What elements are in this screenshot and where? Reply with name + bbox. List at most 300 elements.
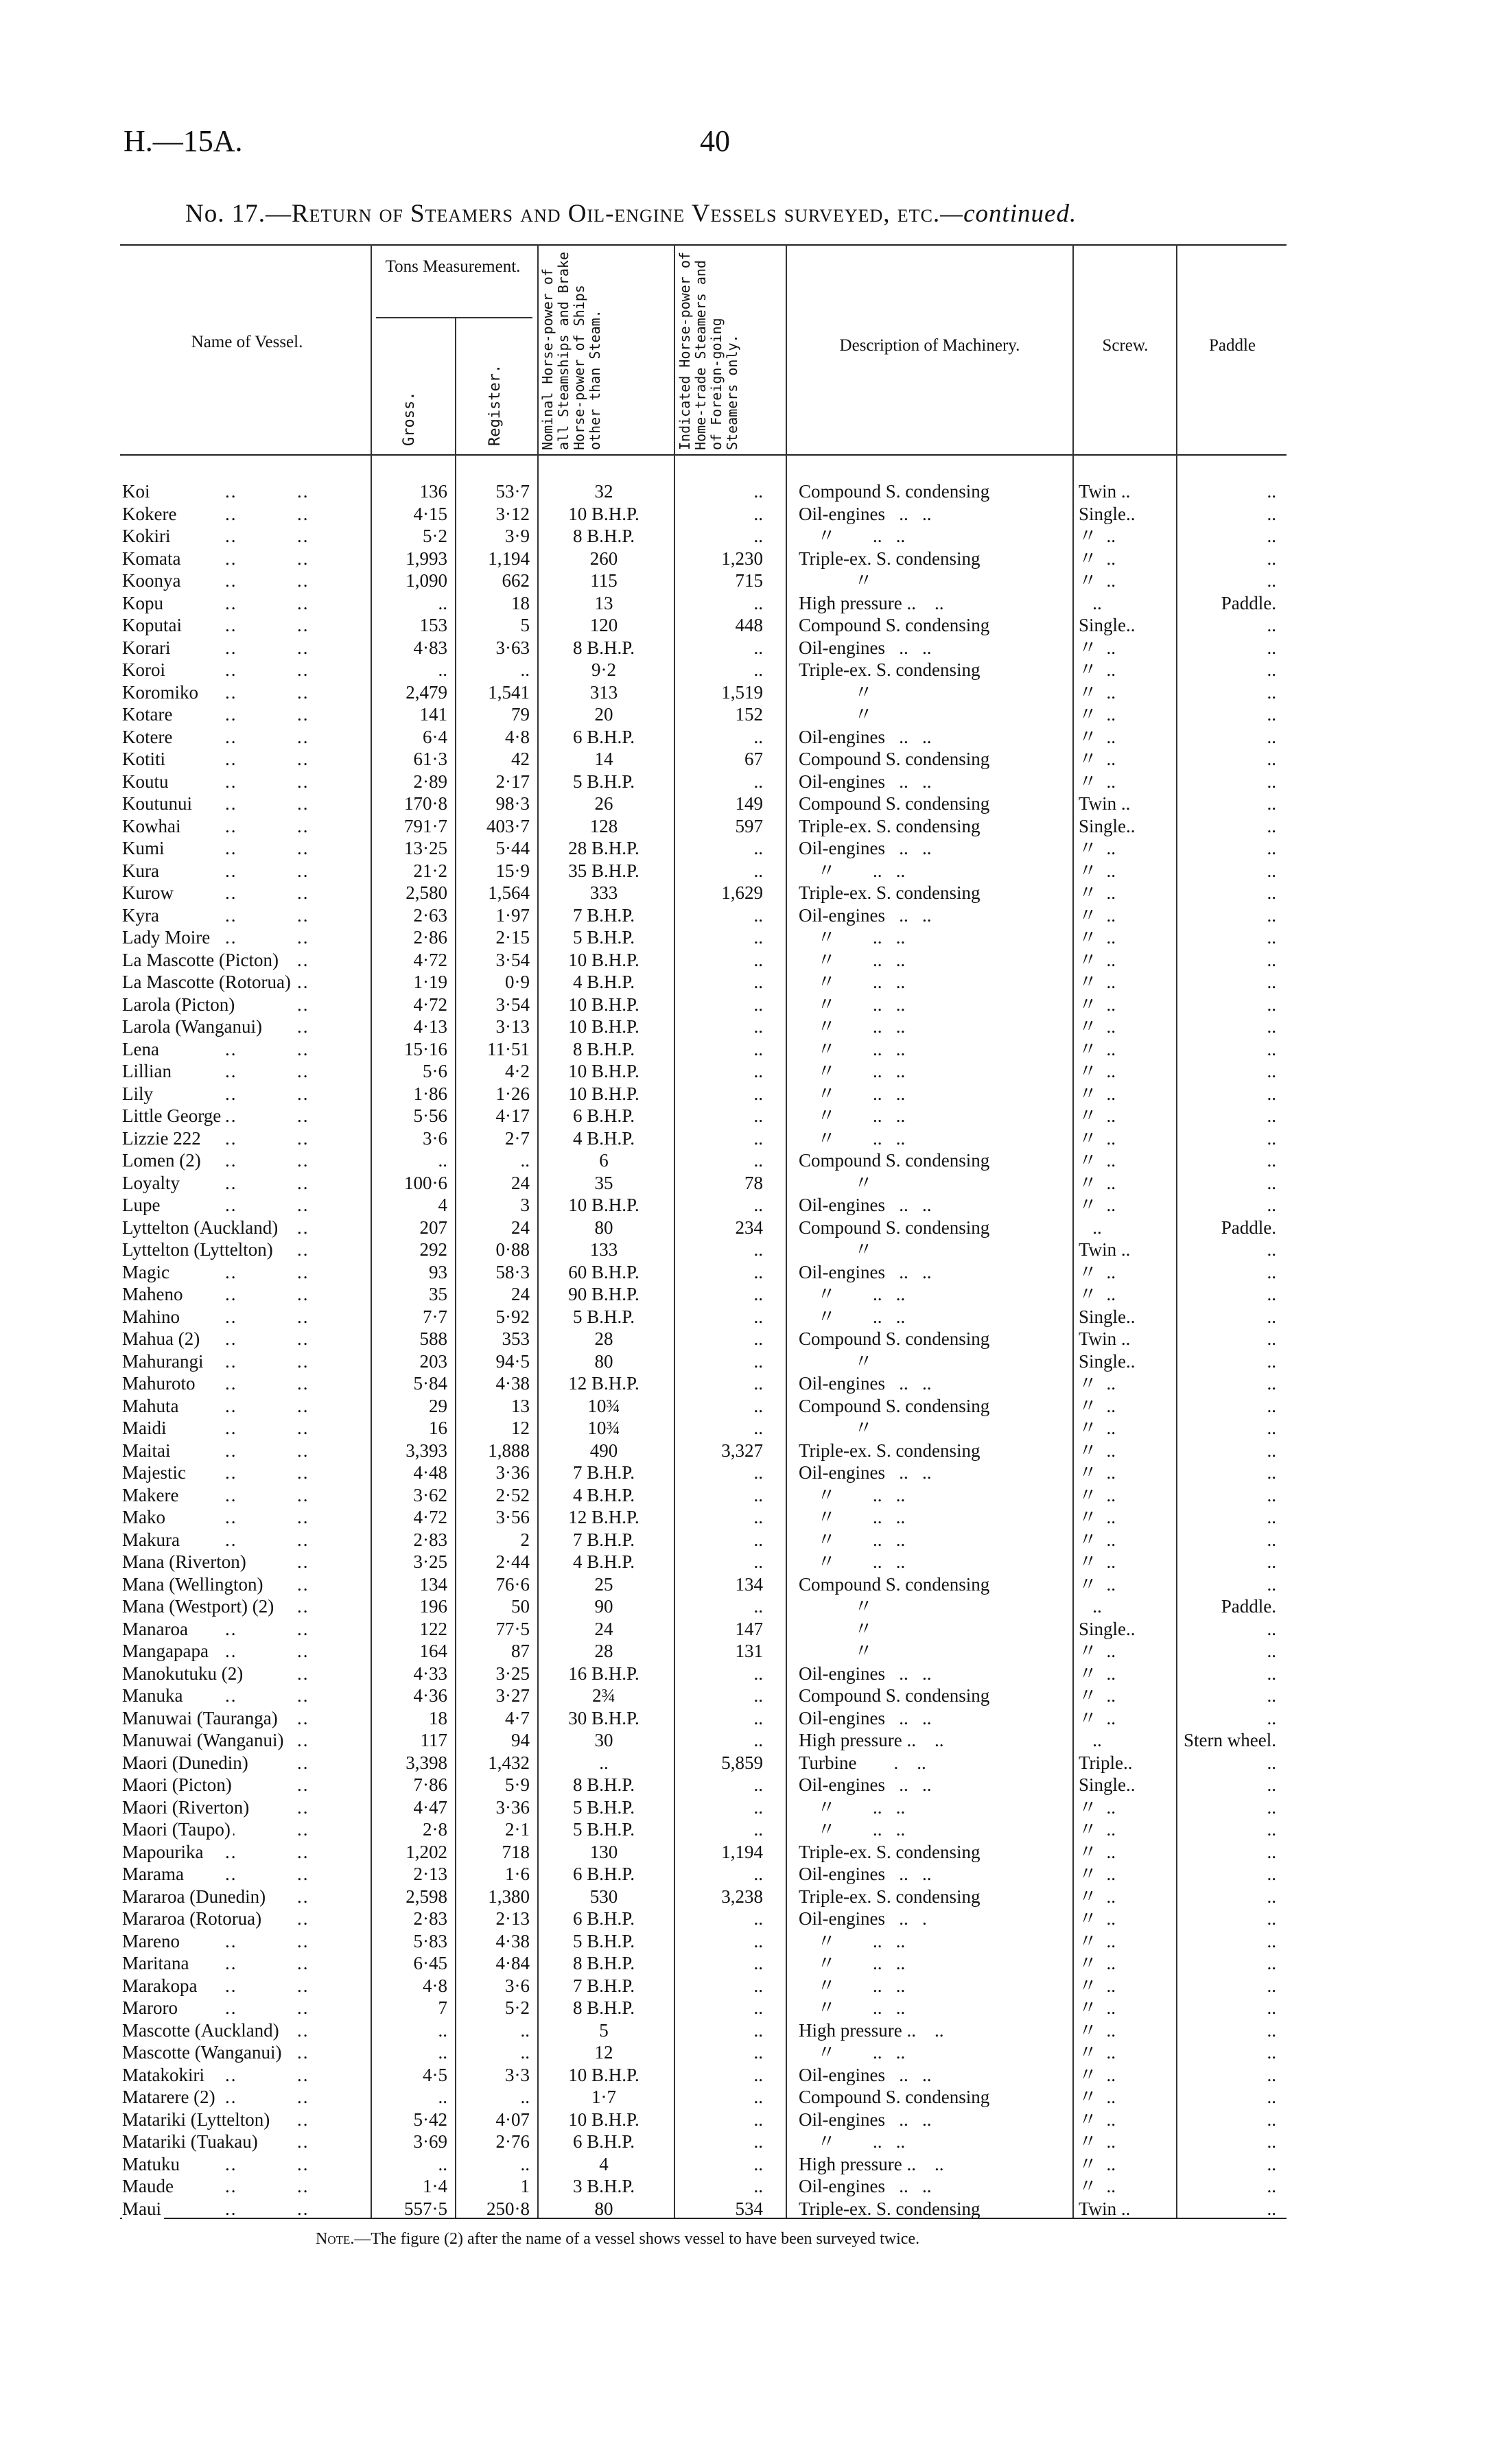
paddle-type: ..: [1267, 1195, 1276, 1215]
indicated-horse-power: ..: [753, 1328, 763, 1349]
machinery-description: 〃: [799, 704, 873, 725]
machinery-description: Oil-engines .. .: [799, 1908, 927, 1929]
vessel-name: [122, 793, 371, 815]
paddle-type: ..: [1267, 1328, 1276, 1349]
vessel-name-text: Matariki (Tuakau): [122, 2131, 261, 2152]
vessel-name: [122, 1462, 371, 1484]
gross-tonnage: 292: [419, 1239, 447, 1260]
nominal-horse-power: 2¾: [592, 1685, 615, 1706]
gross-tonnage: 2,598: [406, 1886, 447, 1907]
indicated-horse-power: 5,859: [721, 1752, 763, 1773]
gross-tonnage: 1·4: [423, 2176, 447, 2196]
indicated-horse-power: ..: [753, 1975, 763, 1996]
vessel-name: [122, 1930, 371, 1953]
vessel-name: [122, 748, 371, 771]
gross-tonnage: 4·48: [413, 1462, 447, 1483]
paddle-type: ..: [1267, 1105, 1276, 1126]
paddle-type: ..: [1267, 1997, 1276, 2018]
screw-type: Single..: [1079, 1774, 1136, 1795]
table-row: [122, 1975, 1289, 1997]
machinery-description: Compound S. condensing: [799, 1395, 990, 1416]
paddle-type: ..: [1267, 1908, 1276, 1929]
vessel-name: [122, 1484, 371, 1507]
register-tonnage: 50: [511, 1596, 530, 1617]
screw-type: 〃 ..: [1079, 1284, 1116, 1304]
gross-tonnage: 1,090: [406, 570, 447, 591]
vessel-name-text: Maori (Picton): [122, 1774, 235, 1795]
machinery-description: Oil-engines .. ..: [799, 503, 932, 524]
table-row: [122, 681, 1289, 704]
footnote: [316, 2230, 919, 2249]
table-row: [122, 1752, 1289, 1774]
machinery-description: Compound S. condensing: [799, 1328, 990, 1349]
machinery-description: 〃 .. ..: [799, 972, 906, 992]
machinery-description: High pressure .. ..: [799, 2019, 944, 2041]
register-tonnage: 11·51: [487, 1038, 530, 1059]
paddle-type: ..: [1267, 2064, 1276, 2085]
paddle-type: ..: [1267, 1462, 1276, 1483]
screw-type: 〃 ..: [1079, 1172, 1116, 1193]
vessel-name: [122, 1172, 371, 1195]
vessel-name: [122, 949, 371, 972]
vessel-name-text: Kyra: [122, 905, 162, 926]
vessel-name-text: Kotiti: [122, 749, 168, 769]
register-tonnage: 662: [502, 570, 530, 591]
machinery-description: Triple-ex. S. condensing: [799, 1440, 981, 1461]
table-row: [122, 1105, 1289, 1127]
machinery-description: 〃 .. ..: [799, 1551, 906, 1572]
screw-type: Twin ..: [1079, 1239, 1131, 1260]
paddle-type: ..: [1267, 1529, 1276, 1550]
header-tons-measurement: Tons Measurement.: [385, 257, 521, 276]
gross-tonnage: 4·83: [413, 637, 447, 658]
indicated-horse-power: ..: [753, 1529, 763, 1550]
register-tonnage: 24: [511, 1172, 530, 1193]
table-row: [122, 614, 1289, 637]
machinery-description: 〃 .. ..: [799, 2131, 906, 2152]
register-tonnage: 0·9: [505, 972, 530, 992]
vessel-name-text: Maui: [122, 2198, 164, 2219]
paddle-type: ..: [1267, 2131, 1276, 2152]
vessel-name: [122, 1395, 371, 1418]
table-row: [122, 2131, 1289, 2153]
paddle-type: ..: [1267, 1373, 1276, 1394]
vessel-name: [122, 837, 371, 860]
screw-type: 〃 ..: [1079, 949, 1116, 970]
gross-tonnage: 2,479: [406, 681, 447, 703]
paddle-type: ..: [1267, 2176, 1276, 2196]
table-row: [122, 503, 1289, 526]
nominal-horse-power: 120: [589, 615, 618, 635]
screw-type: Twin ..: [1079, 2198, 1131, 2219]
vessel-name: [122, 570, 371, 592]
header-register: Register.: [486, 364, 504, 446]
register-tonnage: 76·6: [495, 1573, 530, 1595]
screw-type: 〃 ..: [1079, 1127, 1116, 1149]
nominal-horse-power: 7 B.H.P.: [572, 904, 635, 926]
indicated-horse-power: 147: [735, 1618, 763, 1639]
nominal-horse-power: 10 B.H.P.: [568, 1195, 639, 1215]
vessel-name-text: Manokutuku (2): [122, 1663, 246, 1684]
table-row: [122, 1997, 1289, 2019]
vessel-name-text: Lily: [122, 1083, 156, 1104]
vessel-name: [122, 1841, 371, 1864]
nominal-horse-power: 90 B.H.P.: [568, 1284, 639, 1304]
table-row: [122, 637, 1289, 659]
screw-type: 〃 ..: [1079, 1529, 1116, 1550]
table-row: [122, 1551, 1289, 1573]
nominal-horse-power: 6 B.H.P.: [572, 2131, 635, 2152]
vessel-name: [122, 1194, 371, 1217]
nominal-horse-power: 10 B.H.P.: [568, 2109, 639, 2130]
vessel-name-text: Makura: [122, 1529, 183, 1550]
vessel-name: [122, 1752, 371, 1774]
register-tonnage: 2·15: [495, 927, 530, 948]
vessel-name-text: Mahuroto: [122, 1373, 198, 1394]
machinery-description: Triple-ex. S. condensing: [799, 548, 981, 569]
table-row: [122, 994, 1289, 1016]
indicated-horse-power: ..: [753, 1016, 763, 1037]
indicated-horse-power: ..: [753, 1484, 763, 1505]
screw-type: 〃 ..: [1079, 904, 1116, 926]
table-row: [122, 882, 1289, 904]
nominal-horse-power: 60 B.H.P.: [568, 1261, 639, 1282]
gross-tonnage: 2·63: [413, 904, 447, 926]
paddle-type: ..: [1267, 1239, 1276, 1260]
indicated-horse-power: 715: [735, 570, 763, 591]
table-row: [122, 1663, 1289, 1685]
gross-tonnage: 4·15: [413, 503, 447, 524]
register-tonnage: ..: [520, 2153, 530, 2174]
table-row: [122, 1283, 1289, 1306]
machinery-description: High pressure .. ..: [799, 1730, 944, 1750]
machinery-description: 〃 .. ..: [799, 1105, 906, 1126]
machinery-description: Compound S. condensing: [799, 1573, 990, 1595]
machinery-description: Oil-engines .. ..: [799, 1774, 932, 1795]
nominal-horse-power: 10¾: [587, 1418, 620, 1438]
vessel-name: [122, 1595, 371, 1618]
screw-type: 〃 ..: [1079, 1864, 1116, 1884]
gross-tonnage: 3·62: [413, 1484, 447, 1505]
nominal-horse-power: 4: [599, 2153, 609, 2174]
nominal-horse-power: 6 B.H.P.: [572, 1105, 635, 1126]
indicated-horse-power: ..: [753, 2087, 763, 2107]
register-tonnage: 2·1: [505, 1819, 530, 1840]
screw-type: 〃 ..: [1079, 548, 1116, 569]
nominal-horse-power: 10¾: [587, 1395, 620, 1416]
vessel-name-text: Matuku: [122, 2154, 183, 2174]
nominal-horse-power: 5 B.H.P.: [572, 1930, 635, 1951]
vessel-name: [122, 2109, 371, 2131]
vessel-name: [122, 1886, 371, 1908]
paddle-type: ..: [1267, 1864, 1276, 1884]
gross-tonnage: 7·7: [423, 1306, 447, 1327]
gross-tonnage: 7: [438, 1997, 447, 2018]
nominal-horse-power: 8 B.H.P.: [572, 1997, 635, 2018]
nominal-horse-power: 130: [589, 1841, 618, 1862]
nominal-horse-power: 490: [589, 1440, 618, 1461]
nominal-horse-power: 8 B.H.P.: [572, 1038, 635, 1059]
gross-tonnage: 4·8: [423, 1975, 447, 1996]
screw-type: Triple..: [1079, 1752, 1133, 1773]
vessel-name: [122, 815, 371, 838]
machinery-description: 〃 .. ..: [799, 1796, 906, 1818]
screw-type: Single..: [1079, 615, 1136, 635]
table-row: [122, 2064, 1289, 2087]
vessel-name-text: Mana (Wellington): [122, 1574, 266, 1595]
gross-tonnage: 4·72: [413, 949, 447, 970]
gross-tonnage: 35: [429, 1284, 447, 1304]
machinery-description: Oil-engines .. ..: [799, 1195, 932, 1215]
gross-tonnage: 5·42: [413, 2109, 447, 2130]
paddle-type: ..: [1267, 1685, 1276, 1706]
header-gross: Gross.: [401, 391, 418, 446]
vessel-name-text: Mangapapa: [122, 1641, 211, 1661]
paddle-type: ..: [1267, 1440, 1276, 1461]
indicated-horse-power: 131: [735, 1641, 763, 1661]
paddle-type: ..: [1267, 904, 1276, 926]
register-tonnage: 353: [502, 1328, 530, 1349]
machinery-description: Oil-engines .. ..: [799, 637, 932, 658]
nominal-horse-power: 28: [594, 1328, 613, 1349]
register-tonnage: 3·9: [505, 526, 530, 546]
table-row: [122, 1261, 1289, 1284]
table-row: [122, 1038, 1289, 1061]
machinery-description: Triple-ex. S. condensing: [799, 2198, 981, 2219]
machinery-description: Oil-engines .. ..: [799, 838, 932, 858]
machinery-description: Oil-engines .. ..: [799, 2109, 932, 2130]
indicated-horse-power: ..: [753, 2131, 763, 2152]
vessel-name: [122, 1239, 371, 1261]
vessel-name-text: Kurow: [122, 882, 176, 903]
screw-type: 〃 ..: [1079, 1440, 1116, 1461]
table-row: [122, 703, 1289, 726]
vessel-name-text: Mararoa (Dunedin): [122, 1886, 268, 1907]
indicated-horse-power: ..: [753, 1395, 763, 1416]
screw-type: ..: [1079, 592, 1102, 613]
screw-type: 〃 ..: [1079, 2019, 1116, 2041]
vessel-name: [122, 1038, 371, 1061]
machinery-description: 〃: [799, 1618, 873, 1639]
paddle-type: ..: [1267, 526, 1276, 546]
nominal-horse-power: 6 B.H.P.: [572, 1864, 635, 1884]
table-row: [122, 1328, 1289, 1350]
table-row: [122, 480, 1289, 503]
table-row: [122, 1060, 1289, 1083]
vessel-name-text: Korari: [122, 637, 173, 658]
nominal-horse-power: 115: [590, 570, 618, 591]
gross-tonnage: 207: [419, 1217, 447, 1238]
machinery-description: 〃 .. ..: [799, 1975, 906, 1996]
indicated-horse-power: ..: [753, 771, 763, 792]
screw-type: 〃 ..: [1079, 2064, 1116, 2085]
register-tonnage: 250·8: [486, 2198, 530, 2219]
gross-tonnage: 2·83: [413, 1529, 447, 1550]
table-row: [122, 1529, 1289, 1551]
register-tonnage: 3: [520, 1195, 530, 1215]
paddle-type: ..: [1267, 1819, 1276, 1840]
vessel-name: [122, 771, 371, 793]
indicated-horse-power: ..: [753, 838, 763, 858]
machinery-description: 〃 .. ..: [799, 1083, 906, 1104]
nominal-horse-power: 26: [594, 793, 613, 814]
screw-type: Single..: [1079, 815, 1136, 836]
paddle-type: Stern wheel.: [1184, 1730, 1276, 1750]
nominal-horse-power: 10 B.H.P.: [568, 2064, 639, 2085]
paddle-type: ..: [1267, 1752, 1276, 1773]
vessel-name-text: Manuka: [122, 1685, 185, 1706]
vessel-name-text: Mana (Riverton): [122, 1551, 249, 1572]
paddle-type: ..: [1267, 1172, 1276, 1193]
indicated-horse-power: ..: [753, 1261, 763, 1282]
gross-tonnage: 4·72: [413, 1507, 447, 1527]
gross-tonnage: 164: [419, 1641, 447, 1661]
vessel-name-text: Kotare: [122, 704, 175, 725]
vessel-name-text: Larola (Wanganui): [122, 1016, 265, 1037]
gross-tonnage: 5·2: [423, 526, 447, 546]
header-screw: Screw.: [1102, 336, 1149, 355]
machinery-description: 〃: [799, 1596, 873, 1617]
gross-tonnage: 5·84: [413, 1373, 447, 1394]
nominal-horse-power: 6 B.H.P.: [572, 726, 635, 747]
gross-tonnage: 2,580: [406, 882, 447, 903]
screw-type: 〃 ..: [1079, 2131, 1116, 2152]
vessel-name-text: Matariki (Lyttelton): [122, 2109, 272, 2130]
vessel-name: [122, 1217, 371, 1239]
machinery-description: 〃 .. ..: [799, 949, 906, 970]
header-name-of-vessel: Name of Vessel.: [191, 333, 303, 351]
gross-tonnage: ..: [438, 592, 447, 613]
indicated-horse-power: ..: [753, 860, 763, 881]
paddle-type: ..: [1267, 637, 1276, 658]
nominal-horse-power: 133: [589, 1239, 618, 1260]
nominal-horse-power: 1·7: [591, 2087, 616, 2107]
screw-type: 〃 ..: [1079, 2087, 1116, 2107]
indicated-horse-power: 134: [735, 1573, 763, 1595]
vessel-name-text: Maude: [122, 2176, 176, 2196]
register-tonnage: 3·12: [495, 503, 530, 524]
screw-type: 〃 ..: [1079, 2176, 1116, 2196]
register-tonnage: 1,541: [488, 681, 530, 703]
register-tonnage: 15·9: [495, 860, 530, 881]
indicated-horse-power: ..: [753, 1150, 763, 1171]
screw-type: 〃 ..: [1079, 2153, 1116, 2174]
screw-type: 〃 ..: [1079, 637, 1116, 658]
nominal-horse-power: 25: [594, 1573, 613, 1595]
indicated-horse-power: ..: [753, 1930, 763, 1951]
vessel-name: [122, 1707, 371, 1730]
nominal-horse-power: 80: [594, 1217, 613, 1238]
screw-type: Single..: [1079, 1350, 1136, 1372]
register-tonnage: 1: [520, 2176, 530, 2196]
register-tonnage: 79: [511, 704, 530, 725]
gross-tonnage: 170·8: [404, 793, 447, 814]
machinery-description: 〃 .. ..: [799, 1306, 906, 1327]
vessel-name: [122, 1729, 371, 1752]
vessel-name: [122, 525, 371, 548]
vessel-name-text: Maitai: [122, 1440, 173, 1461]
nominal-horse-power: 12: [594, 2042, 613, 2063]
machinery-description: 〃 .. ..: [799, 860, 906, 881]
gross-tonnage: 7·86: [413, 1774, 447, 1795]
screw-type: 〃 ..: [1079, 1038, 1116, 1059]
gross-tonnage: 4·72: [413, 994, 447, 1015]
vessel-name: [122, 2064, 371, 2087]
register-tonnage: 3·56: [495, 1507, 530, 1527]
gross-tonnage: 4·47: [413, 1796, 447, 1818]
machinery-description: 〃 .. ..: [799, 1061, 906, 1081]
gross-tonnage: 153: [419, 615, 447, 635]
vessel-name-text: Maritana: [122, 1953, 191, 1973]
machinery-description: Oil-engines .. ..: [799, 1663, 932, 1684]
paddle-type: ..: [1267, 681, 1276, 703]
nominal-horse-power: 7 B.H.P.: [572, 1975, 635, 1996]
indicated-horse-power: ..: [753, 1774, 763, 1795]
indicated-horse-power: ..: [753, 592, 763, 613]
gross-tonnage: 18: [429, 1707, 447, 1728]
register-tonnage: 2·76: [495, 2131, 530, 2152]
screw-type: 〃 ..: [1079, 882, 1116, 903]
table-row: [122, 2086, 1289, 2109]
paddle-type: ..: [1267, 1395, 1276, 1416]
register-tonnage: 12: [511, 1418, 530, 1438]
table-row: [122, 2109, 1289, 2131]
table-row: [122, 1774, 1289, 1796]
vessel-name: [122, 1774, 371, 1796]
gross-tonnage: 61·3: [413, 749, 447, 769]
vessel-name: [122, 681, 371, 704]
table-row: [122, 1908, 1289, 1930]
paddle-type: ..: [1267, 1127, 1276, 1149]
paddle-type: ..: [1267, 1083, 1276, 1104]
screw-type: 〃 ..: [1079, 1195, 1116, 1215]
machinery-description: Oil-engines .. ..: [799, 2064, 932, 2085]
machinery-description: 〃 .. ..: [799, 1819, 906, 1840]
nominal-horse-power: 10 B.H.P.: [568, 503, 639, 524]
indicated-horse-power: 1,194: [721, 1841, 763, 1862]
paddle-type: ..: [1267, 615, 1276, 635]
paddle-type: ..: [1267, 503, 1276, 524]
indicated-horse-power: 597: [735, 815, 763, 836]
indicated-horse-power: ..: [753, 1685, 763, 1706]
table-row: [122, 1886, 1289, 1908]
vessel-name: [122, 1127, 371, 1150]
gross-tonnage: ..: [438, 1150, 447, 1171]
screw-type: 〃 ..: [1079, 526, 1116, 546]
paddle-type: ..: [1267, 1507, 1276, 1527]
nominal-horse-power: 30 B.H.P.: [568, 1707, 639, 1728]
register-tonnage: 13: [511, 1395, 530, 1416]
paddle-type: ..: [1267, 1707, 1276, 1728]
screw-type: 〃 ..: [1079, 838, 1116, 858]
screw-type: Single..: [1079, 1618, 1136, 1639]
vessel-name: [122, 1306, 371, 1328]
register-tonnage: 77·5: [495, 1618, 530, 1639]
nominal-horse-power: ..: [599, 1752, 609, 1773]
gross-tonnage: 5·56: [413, 1105, 447, 1126]
machinery-description: Compound S. condensing: [799, 749, 990, 769]
paddle-type: ..: [1267, 994, 1276, 1015]
paddle-type: ..: [1267, 2153, 1276, 2174]
screw-type: 〃 ..: [1079, 1484, 1116, 1505]
indicated-horse-power: ..: [753, 659, 763, 680]
register-tonnage: 58·3: [495, 1261, 530, 1282]
vessel-name: [122, 1149, 371, 1172]
screw-type: 〃 ..: [1079, 972, 1116, 992]
gross-tonnage: 29: [429, 1395, 447, 1416]
indicated-horse-power: ..: [753, 1105, 763, 1126]
vessel-name-text: Makere: [122, 1485, 181, 1505]
